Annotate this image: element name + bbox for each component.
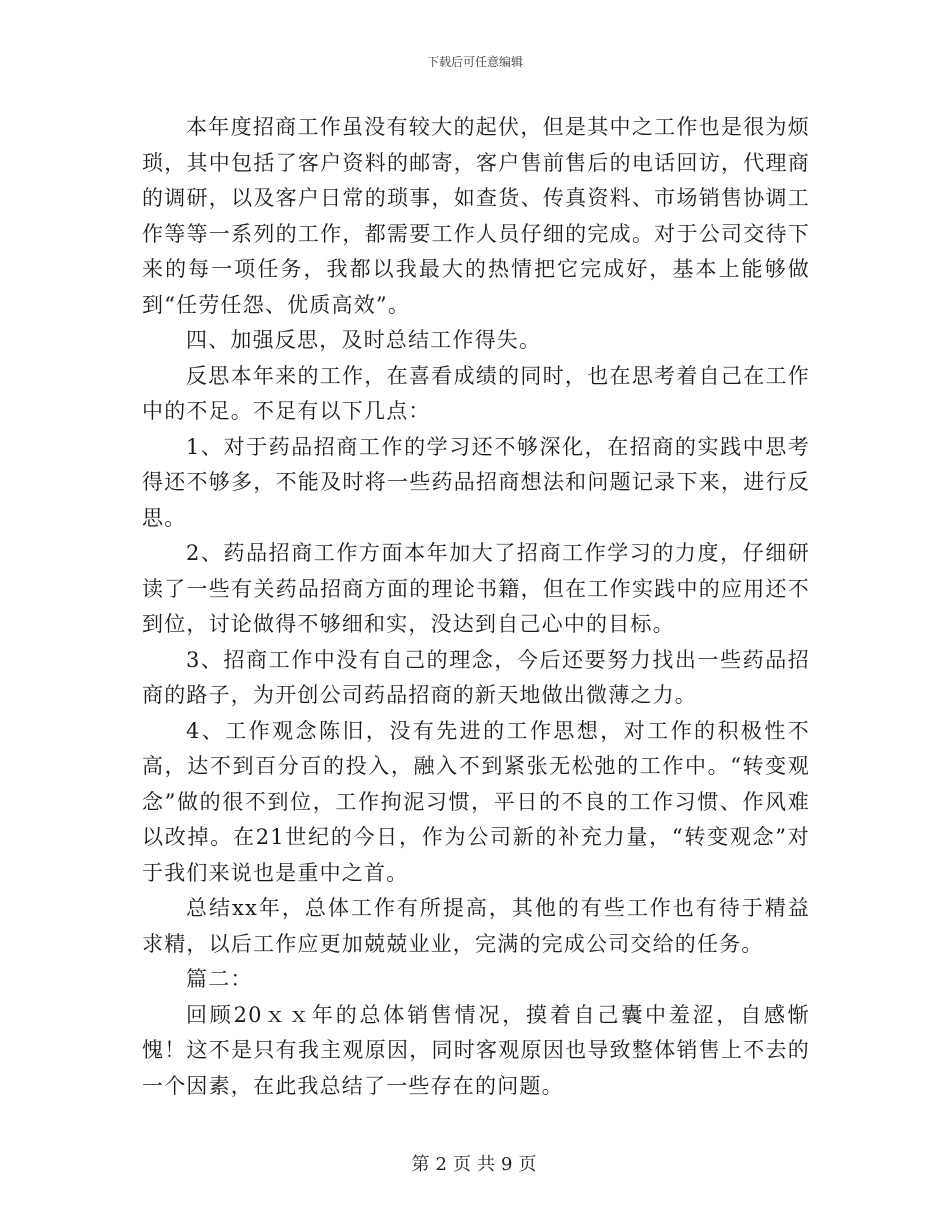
paragraph-reflection-intro: 反思本年来的工作，在喜看成绩的同时，也在思考着自己在工作中的不足。不足有以下几点： — [142, 363, 810, 423]
list-item-shortcoming-3: 3、招商工作中没有自己的理念，今后还要努力找出一些药品招商的路子，为开创公司药品招商的新天地做出微薄之力。 — [142, 647, 810, 707]
document-body — [142, 110, 810, 1104]
paragraph-work-summary: 本年度招商工作虽没有较大的起伏，但是其中之工作也是很为烦琐，其中包括了客户资料的邮寄，客户售前售后的电话回访，代理商的调研，以及客户日常的琐事，如查货、传真资料、市场销售协调工作等等一系列的工作，都需要工作人员仔细的完成。对于公司交待下来的每一项任务，我都以我最大的热情把它完成好，基本上能够做到“任劳任怨、优质高效”。 — [142, 115, 810, 317]
paragraph-sales-review: 回顾20ｘｘ年的总体销售情况，摸着自己囊中羞涩，自感惭愧！这不是只有我主观原因，同时客观原因也导致整体销售上不去的一个因素，在此我总结了一些存在的问题。 — [142, 1002, 810, 1098]
section-heading-reflection: 四、加强反思，及时总结工作得失。 — [186, 328, 542, 352]
footer-suffix: 页 — [518, 1154, 539, 1175]
list-item-shortcoming-1: 1、对于药品招商工作的学习还不够深化，在招商的实践中思考得还不够多，不能及时将一些药品招商想法和问题记录下来，进行反思。 — [142, 434, 810, 530]
page-number-footer — [0, 1154, 950, 1176]
section-heading-part-two: 篇二： — [186, 967, 253, 991]
footer-prefix: 第 — [411, 1154, 432, 1175]
paragraph-conclusion: 总结xx年，总体工作有所提高，其他的有些工作也有待于精益求精，以后工作应更加兢兢业业，完满的完成公司交给的任务。 — [142, 896, 810, 956]
footer-current-page: 2 — [435, 1154, 449, 1175]
footer-total-word: 共 — [477, 1154, 497, 1175]
footer-total-pages: 9 — [501, 1154, 515, 1175]
list-item-shortcoming-4: 4、工作观念陈旧，没有先进的工作思想，对工作的积极性不高，达不到百分百的投入，融入不到紧张无松弛的工作中。“转变观念”做的很不到位，工作拘泥习惯，平日的不良的工作习惯、作风难以改掉。在21世纪的今日，作为公司新的补充力量，“转变观念”对于我们来说也是重中之首。 — [142, 718, 810, 885]
footer-page-word: 页 — [453, 1154, 473, 1175]
list-item-shortcoming-2: 2、药品招商工作方面本年加大了招商工作学习的力度，仔细研读了一些有关药品招商方面的理论书籍，但在工作实践中的应用还不到位，讨论做得不够细和实，没达到自己心中的目标。 — [142, 541, 810, 636]
page-header-note: 下载后可任意编辑 — [426, 55, 523, 69]
